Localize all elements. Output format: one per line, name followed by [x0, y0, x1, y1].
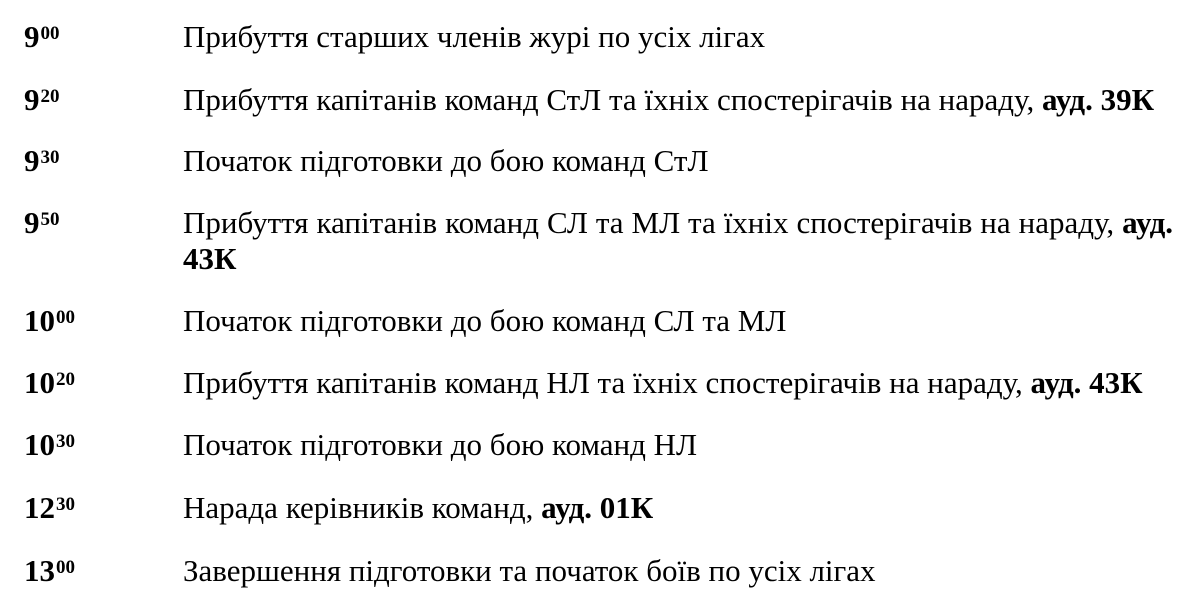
time-minute: 00 — [56, 307, 75, 328]
time-hour: 9 — [24, 143, 40, 178]
event-description — [183, 143, 1173, 179]
event-description — [183, 205, 1173, 277]
event-text: Прибуття капітанів команд НЛ та їхніх спостерігачів на нараду, — [183, 365, 1031, 400]
event-description — [183, 365, 1173, 401]
time-hour: 9 — [24, 19, 40, 54]
event-text: Нарада керівників команд, — [183, 490, 542, 525]
event-text: Початок підготовки до бою команд НЛ — [183, 427, 698, 462]
time-minute: 30 — [56, 494, 75, 515]
room-label: ауд. 39К — [1041, 82, 1155, 117]
event-text: Початок підготовки до бою команд СтЛ — [183, 143, 709, 178]
time-hour: 10 — [24, 427, 55, 462]
time — [24, 427, 75, 463]
time-minute: 30 — [56, 431, 75, 452]
time-minute: 00 — [40, 23, 60, 44]
room-label: ауд. 43К — [183, 205, 1173, 276]
event-description — [183, 82, 1173, 118]
event-text: Завершення підготовки та початок боїв по усіх лігах — [183, 553, 876, 588]
time-hour: 12 — [24, 490, 55, 525]
time-hour: 9 — [24, 82, 40, 117]
event-description — [183, 427, 1173, 463]
time — [24, 490, 75, 526]
event-text: Прибуття капітанів команд СЛ та МЛ та їхніх спостерігачів на нараду, — [183, 205, 1123, 240]
room-label: ауд. 01К — [541, 490, 654, 525]
event-description — [183, 303, 1173, 339]
time — [24, 143, 60, 179]
time-minute: 50 — [40, 209, 60, 230]
time-hour: 10 — [24, 365, 55, 400]
time-hour: 13 — [24, 553, 55, 588]
event-text: Прибуття капітанів команд СтЛ та їхніх спостерігачів на нараду, — [183, 82, 1042, 117]
event-text: Прибуття старших членів журі по усіх лігах — [183, 19, 766, 54]
time — [24, 205, 60, 241]
time-hour: 10 — [24, 303, 55, 338]
event-text: Початок підготовки до бою команд СЛ та МЛ — [183, 303, 787, 338]
time — [24, 553, 75, 589]
time-hour: 9 — [24, 205, 40, 240]
time — [24, 19, 60, 55]
time — [24, 365, 75, 401]
event-description — [183, 553, 1173, 589]
time-minute: 00 — [56, 557, 75, 578]
time-minute: 20 — [40, 86, 60, 107]
event-description — [183, 19, 1173, 55]
time — [24, 303, 75, 339]
time-minute: 30 — [40, 147, 60, 168]
time-minute: 20 — [56, 369, 75, 390]
time — [24, 82, 60, 118]
event-description — [183, 490, 1173, 526]
room-label: ауд. 43К — [1030, 365, 1143, 400]
